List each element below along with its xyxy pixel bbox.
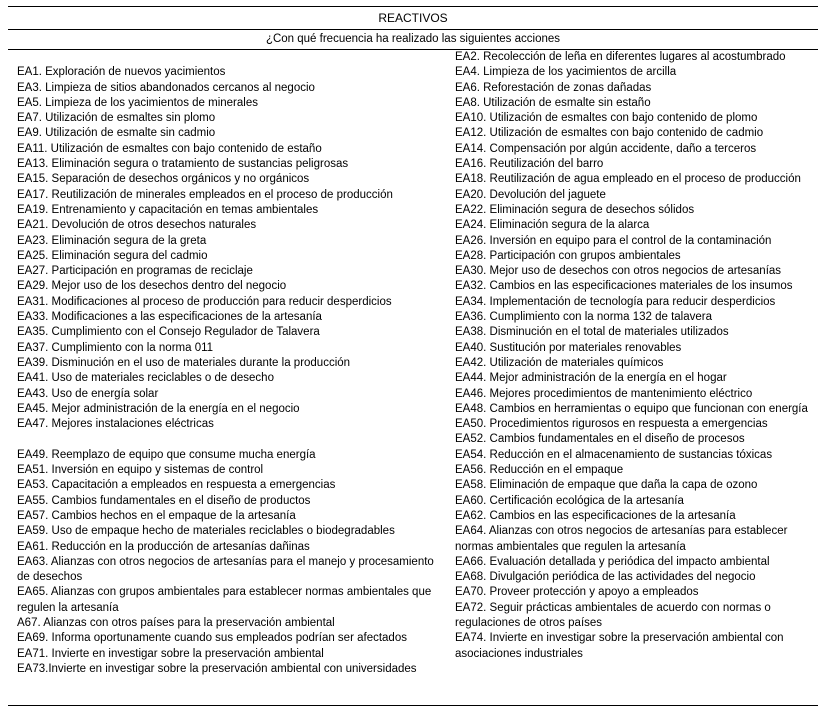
list-item: EA28. Participación con grupos ambientales xyxy=(455,249,681,262)
list-item: EA37. Cumplimiento con la norma 011 xyxy=(17,341,214,354)
list-item: EA21. Devolución de otros desechos naturales xyxy=(17,219,257,232)
list-item: EA47. Mejores instalaciones eléctricas xyxy=(17,418,214,431)
list-item: EA1. Exploración de nuevos yacimientos xyxy=(17,66,226,79)
list-item: EA7. Utilización de esmaltes sin plomo xyxy=(17,112,216,125)
list-item: EA2. Recolección de leña en diferentes lugares al acostumbrado xyxy=(455,51,786,63)
list-item: EA24. Eliminación segura de la alarca xyxy=(455,219,650,232)
list-item: EA63. Alianzas con otros negocios de artesanías para el manejo y procesamiento de desechos xyxy=(17,555,434,584)
list-item: EA13. Eliminación segura o tratamiento de sustancias peligrosas xyxy=(17,158,349,171)
list-item: EA50. Procedimientos rigurosos en respuesta a emergencias xyxy=(455,418,768,431)
list-item: EA72. Seguir prácticas ambientales de acuerdo con normas o regulaciones de otros países xyxy=(455,601,771,629)
list-item: A67. Alianzas con otros países para la preservación ambiental xyxy=(17,616,335,629)
list-item: EA30. Mejor uso de desechos con otros negocios de artesanías xyxy=(455,265,782,278)
list-item: EA10. Utilización de esmaltes con bajo contenido de plomo xyxy=(455,112,758,125)
list-item: EA42. Utilización de materiales químicos xyxy=(455,356,664,369)
list-item: EA48. Cambios en herramientas o equipo que funcionan con energía xyxy=(455,402,808,415)
list-item: EA55. Cambios fundamentales en el diseño de productos xyxy=(17,494,311,507)
list-item: EA11. Utilización de esmaltes con bajo contenido de estaño xyxy=(17,142,322,155)
left-column xyxy=(17,50,447,677)
list-item: EA40. Sustitución por materiales renovables xyxy=(455,341,682,354)
list-item: EA49. Reemplazo de equipo que consume mucha energía xyxy=(17,448,316,461)
list-item: EA33. Modificaciones a las especificaciones de la artesanía xyxy=(17,311,322,324)
list-item: EA15. Separación de desechos orgánicos y no orgánicos xyxy=(17,173,310,186)
list-item: EA65. Alianzas con grupos ambientales para establecer normas ambientales que regulen la artesanía xyxy=(17,586,432,614)
list-item: EA58. Eliminación de empaque que daña la capa de ozono xyxy=(455,479,758,492)
list-item: EA43. Uso de energía solar xyxy=(17,387,159,400)
list-item: EA34. Implementación de tecnología para reducir desperdicios xyxy=(455,295,776,308)
list-item: EA36. Cumplimiento con la norma 132 de talavera xyxy=(455,311,712,324)
table-title: REACTIVOS xyxy=(8,7,818,30)
list-item: EA32. Cambios en las especificaciones materiales de los insumos xyxy=(455,280,793,293)
list-item: EA69. Informa oportunamente cuando sus empleados podrían ser afectados xyxy=(17,632,407,645)
list-item: EA44. Mejor administración de la energía en el hogar xyxy=(455,372,727,385)
list-item: EA18. Reutilización de agua empleado en el proceso de producción xyxy=(455,173,801,186)
list-item: EA45. Mejor administración de la energía en el negocio xyxy=(17,402,300,415)
list-item: EA62. Cambios en las especificaciones de la artesanía xyxy=(455,509,736,522)
list-item: EA9. Utilización de esmalte sin cadmio xyxy=(17,127,216,140)
list-item: EA70. Proveer protección y apoyo a empleados xyxy=(455,586,699,599)
list-item: EA25. Eliminación segura del cadmio xyxy=(17,249,208,262)
list-item: EA41. Uso de materiales reciclables o de desecho xyxy=(17,372,274,385)
list-item: EA51. Inversión en equipo y sistemas de control xyxy=(17,464,264,477)
list-item: EA46. Mejores procedimientos de mantenimiento eléctrico xyxy=(455,387,753,400)
list-item: EA4. Limpieza de los yacimientos de arcilla xyxy=(455,66,677,79)
list-item: EA59. Uso de empaque hecho de materiales reciclables o biodegradables xyxy=(17,525,395,538)
table-body xyxy=(8,50,818,705)
list-item: EA6. Reforestación de zonas dañadas xyxy=(455,81,652,94)
list-item: EA71. Invierte en investigar sobre la preservación ambiental xyxy=(17,647,324,660)
list-item: EA56. Reducción en el empaque xyxy=(455,464,624,477)
list-item: EA27. Participación en programas de reciclaje xyxy=(17,265,253,278)
list-item: EA64. Alianzas con otros negocios de artesanías para establecer normas ambientales que regulen la artesanía xyxy=(455,525,788,553)
list-item: EA61. Reducción en la producción de artesanías dañinas xyxy=(17,540,310,553)
list-item: EA8. Utilización de esmalte sin estaño xyxy=(455,96,651,109)
list-item: EA29. Mejor uso de los desechos dentro del negocio xyxy=(17,280,287,293)
list-item: EA68. Divulgación periódica de las actividades del negocio xyxy=(455,571,756,584)
list-item: EA5. Limpieza de los yacimientos de minerales xyxy=(17,96,258,109)
reactivos-table xyxy=(8,6,818,706)
list-item: EA31. Modificaciones al proceso de producción para reducir desperdicios xyxy=(17,295,392,308)
list-item: EA53. Capacitación a empleados en respuesta a emergencias xyxy=(17,479,336,492)
list-item: EA39. Disminución en el uso de materiales durante la producción xyxy=(17,356,351,369)
list-item: EA35. Cumplimiento con el Consejo Regulador de Talavera xyxy=(17,326,320,339)
list-item: EA66. Evaluación detallada y periódica del impacto ambiental xyxy=(455,555,770,568)
list-item: EA26. Inversión en equipo para el control de la contaminación xyxy=(455,234,772,247)
list-item: EA57. Cambios hechos en el empaque de la artesanía xyxy=(17,509,296,522)
list-item: EA52. Cambios fundamentales en el diseño de procesos xyxy=(455,433,745,446)
list-item: EA17. Reutilización de minerales empleados en el proceso de producción xyxy=(17,188,393,201)
list-item: EA14. Compensación por algún accidente, daño a terceros xyxy=(455,142,757,155)
list-item: EA12. Utilización de esmaltes con bajo contenido de cadmio xyxy=(455,127,764,140)
list-item: EA20. Devolución del jaguete xyxy=(455,188,606,201)
list-item: EA23. Eliminación segura de la greta xyxy=(17,234,207,247)
list-item: EA19. Entrenamiento y capacitación en temas ambientales xyxy=(17,203,319,216)
right-column xyxy=(455,50,816,662)
list-item: EA60. Certificación ecológica de la artesanía xyxy=(455,494,684,507)
blank-row xyxy=(17,432,447,447)
list-item: EA16. Reutilización del barro xyxy=(455,158,604,171)
list-item: EA74. Invierte en investigar sobre la preservación ambiental con asociaciones industriales xyxy=(455,632,784,660)
list-item: EA38. Disminución en el total de materiales utilizados xyxy=(455,326,729,339)
table-question: ¿Con qué frecuencia ha realizado las siguientes acciones xyxy=(8,30,818,50)
list-item: EA73.Invierte en investigar sobre la preservación ambiental con universidades xyxy=(17,662,417,675)
list-item: EA54. Reducción en el almacenamiento de sustancias tóxicas xyxy=(455,448,773,461)
list-item: EA22. Eliminación segura de desechos sólidos xyxy=(455,203,695,216)
list-item: EA3. Limpieza de sitios abandonados cercanos al negocio xyxy=(17,81,315,94)
